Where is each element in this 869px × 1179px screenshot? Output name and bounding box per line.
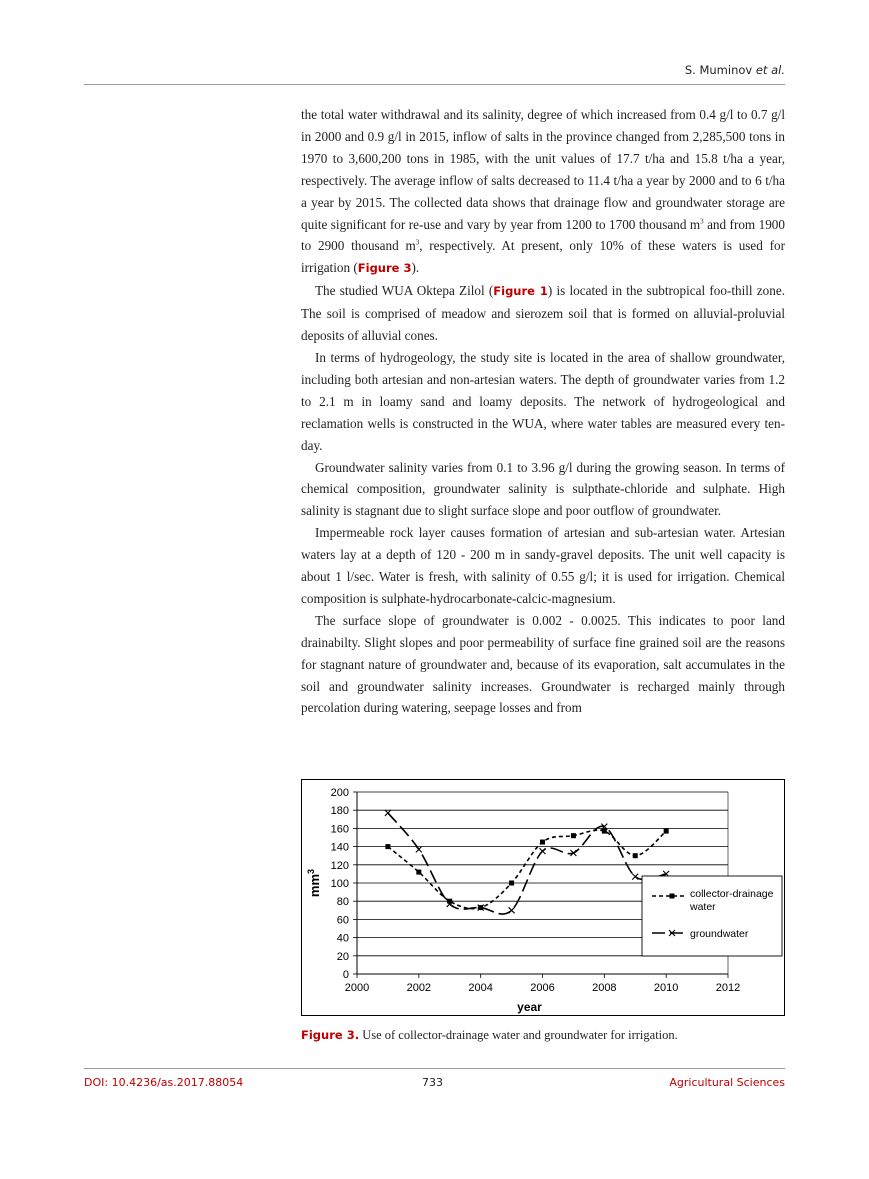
figure-caption-label[interactable]: Figure 3. [301,1028,360,1042]
x-tick-label: 2004 [468,982,493,994]
paragraph [301,522,785,610]
footer-doi[interactable]: DOI: 10.4236/as.2017.88054 [84,1076,244,1089]
x-tick-label: 2006 [530,982,555,994]
paragraph [301,610,785,720]
y-tick-label: 40 [336,932,349,945]
legend-label-line: water [690,901,716,913]
figure-reference-link[interactable]: Figure 1 [493,284,548,299]
data-point-2 [540,848,546,854]
x-tick-label: 2008 [592,982,617,994]
header-author-name: S. Muminov [684,63,753,77]
superscript: 3 [415,239,420,248]
x-tick-label: 2010 [653,982,679,994]
y-tick-label: 20 [336,950,349,963]
data-point-1 [664,829,669,834]
data-point-1 [385,844,390,849]
y-tick-label: 100 [330,878,349,890]
data-point-1 [540,840,545,845]
data-point-2 [632,874,638,880]
paragraph [301,104,785,280]
figure-reference-link[interactable]: Figure 3 [357,261,412,276]
paragraph-text: and from 1900 to 2900 thousand m [301,216,785,254]
legend-marker-1 [670,894,675,899]
data-point-1 [509,881,514,886]
paragraph-text: In terms of hydrogeology, the study site is located in the area of shallow groundwater, including both artesian and non-artesian waters. The depth of groundwater varies from 1.2 to 2.1 m in loamy sand and loamy deposits. The network of hydrogeological and reclamation wells is constructed in the WUA, where water tables are measured every ten-day. [301,349,785,453]
footer-divider [84,1068,785,1069]
paragraph-text: the total water withdrawal and its salinity, degree of which increased from 0.4 g/l to 0.7 g/l in 2000 and 0.9 g/l in 2015, inflow of salts in the province changed from 2,285,500 tons in 1970 to 3,600,200 tons in 1985, with the unit values of 17.7 t/ha and 15.8 t/ha a year, respectively. The average inflow of salts decreased to 11.4 t/ha a year by 2000 and to 6 t/ha a year by 2015. The collected data shows that drainage flow and groundwater storage are quite significant for re-use and vary by year from 1200 to 1700 thousand m [301,107,785,232]
data-point-1 [416,870,421,875]
header-divider [84,84,785,85]
paragraph-text: The studied WUA Oktepa Zilol ( [315,283,494,299]
x-tick-label: 2002 [406,982,432,994]
y-tick-label: 60 [336,914,349,927]
data-point-2 [385,810,391,816]
figure-caption [301,1028,678,1043]
y-tick-label: 0 [342,969,349,981]
paragraph-text: Impermeable rock layer causes formation of artesian and sub-artesian water. Artesian waters lay at a depth of 120 - 200 m in sandy-gravel deposits. The unit well capacity is about 1 l/sec. Water is fresh, with salinity of 0.55 g/l; it is used for irrigation. Chemical composition is sulphate-hydrocarbonate-calcic-magnesium. [301,525,785,606]
y-axis-label: $mm^3$ [306,868,322,898]
data-point-2 [416,846,422,852]
y-tick-label: 120 [330,859,349,872]
y-axis-label-superscript: 3 [306,868,316,874]
y-tick-label: 200 [330,787,349,799]
paragraph [301,457,785,523]
data-point-1 [602,829,607,834]
paragraph-text: ). [411,260,420,276]
running-header-author [685,63,785,77]
series-line-1 [388,830,666,909]
page-number: 733 [422,1076,443,1089]
y-tick-label: 80 [336,896,349,909]
superscript: 3 [700,217,704,226]
legend-label-groundwater: groundwater [690,928,749,940]
chart-svg [302,780,786,1017]
y-tick-label: 160 [330,823,349,836]
footer-journal[interactable]: Agricultural Sciences [669,1076,785,1089]
x-tick-label: 2012 [715,982,741,994]
body-text [301,104,785,719]
data-point-1 [633,853,638,858]
figure-caption-text: Use of collector-drainage water and groundwater for irrigation. [359,1028,678,1042]
data-point-2 [509,907,515,913]
data-point-1 [571,833,576,838]
y-tick-label: 180 [330,805,349,818]
paragraph-text: The surface slope of groundwater is 0.002 - 0.0025. This indicates to poor land drainabilty. Slight slopes and poor permeability of surface fine grained soil are the reasons for stagnant nature of groundwater and, because of its evaporation, salt accumulates in the soil and groundwater salinity increases. Groundwater is recharged mainly through percolation during watering, seepage losses and from [301,612,785,716]
paragraph-text: ) is located in the subtropical foo-thill zone. The soil is comprised of meadow and sierozem soil that is formed on alluvial-proluvial deposits of alluvial cones. [301,283,785,344]
header-etal: et al. [755,63,785,77]
paragraph [301,280,785,347]
paragraph-text: Groundwater salinity varies from 0.1 to 3.96 g/l during the growing season. In terms of chemical composition, groundwater salinity is sulpthate-chloride and sulphate. High salinity is stagnant due to slight surface slope and poor outflow of groundwater. [301,459,785,519]
figure-3-chart [301,779,785,1016]
x-axis-label: year [517,1000,542,1014]
paragraph [301,347,785,457]
paragraph-text: , respectively. At present, only 10% of these waters is used for irrigation ( [301,238,785,276]
legend-label-line: collector-drainage [690,888,774,900]
x-tick-label: 2000 [344,982,370,994]
y-tick-label: 140 [330,841,349,854]
